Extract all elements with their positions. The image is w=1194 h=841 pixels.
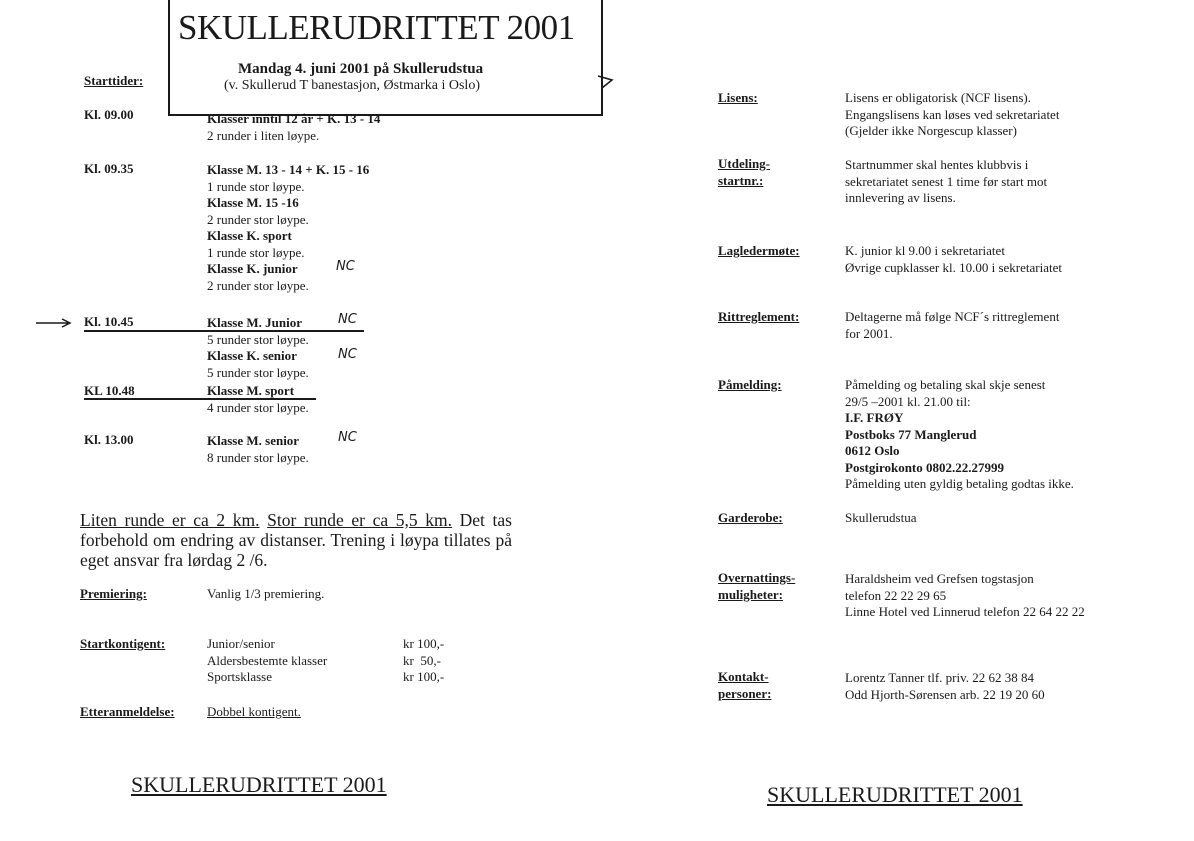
class-line: Klasse K. senior [207, 348, 297, 363]
schedule-block-1048 [207, 383, 309, 416]
overnatting-label: Overnattings- muligheter: [718, 570, 796, 602]
fee-name: Aldersbestemte klasser [207, 652, 328, 668]
event-location: (v. Skullerud T banestasjon, Østmarka i Oslo) [224, 78, 480, 93]
footer-title-right: SKULLERUDRITTET 2001 [767, 782, 1023, 807]
laps-line: 4 runder stor løype. [207, 399, 309, 415]
utdeling-label: Utdeling- startnr.: [718, 156, 770, 188]
underline-rule [84, 398, 316, 400]
schedule-block-0935 [207, 162, 369, 294]
handwritten-nc: NC [338, 312, 357, 327]
etteranmeldelse-value: Dobbel kontigent. [207, 704, 301, 719]
fee-amount: kr 50,- [403, 652, 441, 668]
underline-rule [84, 330, 364, 332]
arrow-right-icon [36, 316, 76, 330]
time-0900: Kl. 09.00 [84, 107, 134, 122]
distance-paragraph [80, 510, 512, 570]
lagledermote-label: Lagledermøte: [718, 243, 800, 258]
laps-line: 8 runder stor løype. [207, 449, 309, 465]
small-lap-note: Liten runde er ca 2 km. [80, 510, 260, 530]
time-1045: Kl. 10.45 [84, 314, 134, 329]
class-line: Klasse M. 15 -16 [207, 195, 299, 210]
large-lap-note: Stor runde er ca 5,5 km. [267, 510, 453, 530]
schedule-block-1045 [207, 315, 309, 381]
class-line: Klasser inntil 12 år + K. 13 - 14 [207, 111, 381, 126]
utdeling-text: Startnummer skal hentes klubbvis i sekretariatet senest 1 time før start mot innlevering av lisens. [845, 157, 1048, 205]
handwritten-nc: NC [336, 259, 355, 274]
page-title: SKULLERUDRITTET 2001 [178, 8, 575, 47]
pen-mark-icon [596, 72, 616, 92]
kontakt-label: Kontakt- personer: [718, 669, 772, 701]
distance-note: Det tas forbehold om endring av distanser. Trening i løypa tillates på eget ansvar fra lørdag 2 /6. [80, 510, 512, 570]
kontakt-text: Lorentz Tanner tlf. priv. 22 62 38 84 Odd Hjorth-Sørensen arb. 22 19 20 60 [845, 670, 1045, 702]
etteranmeldelse-label: Etteranmeldelse: [80, 704, 175, 719]
fee-amount: kr 100,- [403, 669, 445, 684]
laps-line: 2 runder stor løype. [207, 211, 309, 227]
class-line: Klasse M. 13 - 14 + K. 15 - 16 [207, 162, 370, 177]
title-box [168, 0, 603, 116]
fee-amount: kr 100,- [403, 636, 445, 651]
handwritten-nc: NC [338, 430, 357, 445]
fee-name: Junior/senior [207, 636, 275, 651]
laps-line: 1 runde stor løype. [207, 178, 305, 194]
garderobe-label: Garderobe: [718, 510, 783, 525]
event-date: Mandag 4. juni 2001 på Skullerudstua [238, 61, 484, 77]
time-1300: Kl. 13.00 [84, 432, 134, 447]
schedule-block-1300 [207, 433, 309, 466]
laps-line: 2 runder i liten løype. [207, 127, 320, 143]
rittreglement-label: Rittreglement: [718, 309, 800, 324]
footer-title-left: SKULLERUDRITTET 2001 [131, 772, 387, 797]
startkontigent-label: Startkontigent: [80, 636, 166, 651]
starttider-label: Starttider: [84, 73, 144, 88]
premiering-label: Premiering: [80, 586, 147, 601]
garderobe-text: Skullerudstua [845, 510, 917, 525]
fee-name: Sportsklasse [207, 669, 272, 684]
premiering-value: Vanlig 1/3 premiering. [207, 586, 325, 601]
time-0935: Kl. 09.35 [84, 161, 134, 176]
lisens-text: Lisens er obligatorisk (NCF lisens). Engangslisens kan løses ved sekretariatet (Gjelder ikke Norgescup klasser) [845, 90, 1060, 138]
lisens-label: Lisens: [718, 90, 758, 105]
class-line: Klasse M. sport [207, 383, 295, 398]
overnatting-text: Haraldsheim ved Grefsen togstasjon telefon 22 22 29 65 Linne Hotel ved Linnerud telefon 22 64 22 22 [845, 571, 1085, 619]
schedule-block-0900 [207, 111, 380, 144]
pamelding-label: Påmelding: [718, 377, 782, 392]
class-line: Klasse K. junior [207, 261, 298, 276]
rittreglement-text: Deltagerne må følge NCF´s rittreglement for 2001. [845, 309, 1060, 341]
class-line: Klasse M. senior [207, 433, 300, 448]
fee-names [207, 636, 327, 686]
laps-line: 5 runder stor løype. [207, 331, 309, 347]
handwritten-nc: NC [338, 347, 357, 362]
pamelding-text: Påmelding og betaling skal skje senest 29/5 –2001 kl. 21.00 til: I.F. FRØY Postboks 77 Manglerud 0612 Oslo Postgirokonto 0802.22.27999 Påmelding uten gyldig betaling godtas ikke. [845, 377, 1074, 491]
laps-line: 2 runder stor løype. [207, 277, 309, 293]
laps-line: 5 runder stor løype. [207, 364, 309, 380]
class-line: Klasse M. Junior [207, 315, 302, 330]
lagledermote-text: K. junior kl 9.00 i sekretariatet Øvrige cupklasser kl. 10.00 i sekretariatet [845, 243, 1062, 275]
fee-amounts [403, 636, 444, 686]
class-line: Klasse K. sport [207, 228, 292, 243]
time-1048: KL 10.48 [84, 383, 135, 398]
laps-line: 1 runde stor løype. [207, 244, 305, 260]
